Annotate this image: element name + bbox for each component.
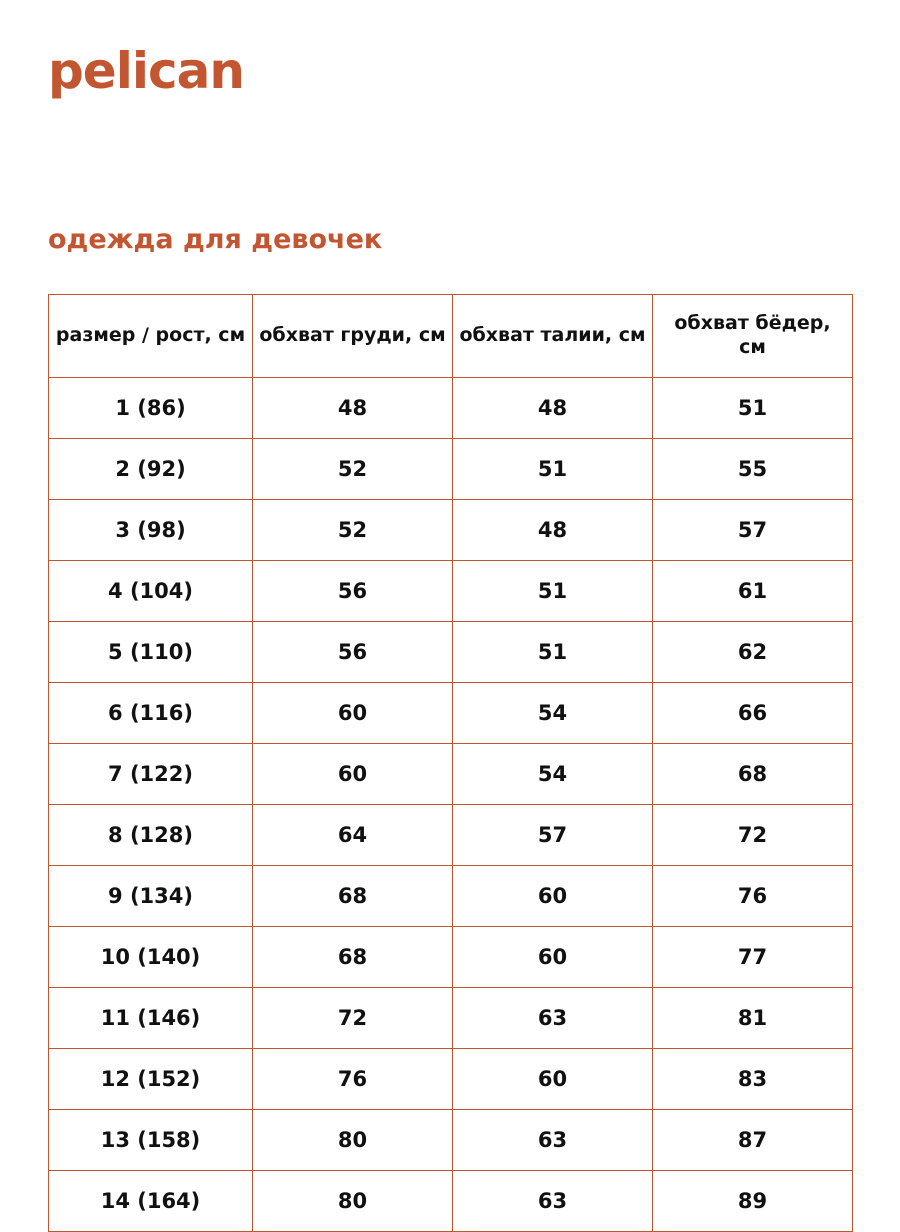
cell-chest: 80 (253, 1110, 453, 1171)
cell-hips: 87 (653, 1110, 853, 1171)
cell-chest: 48 (253, 378, 453, 439)
cell-chest: 76 (253, 1049, 453, 1110)
table-row (49, 744, 853, 805)
cell-size: 1 (86) (49, 378, 253, 439)
cell-size: 11 (146) (49, 988, 253, 1049)
size-table (48, 294, 853, 1232)
cell-hips: 51 (653, 378, 853, 439)
cell-hips: 89 (653, 1171, 853, 1232)
table-row (49, 378, 853, 439)
table-row (49, 1110, 853, 1171)
table-row (49, 866, 853, 927)
cell-chest: 56 (253, 622, 453, 683)
table-row (49, 805, 853, 866)
cell-size: 6 (116) (49, 683, 253, 744)
table-row (49, 1171, 853, 1232)
cell-hips: 68 (653, 744, 853, 805)
cell-chest: 52 (253, 439, 453, 500)
page-title: одежда для девочек (48, 224, 383, 255)
cell-size: 12 (152) (49, 1049, 253, 1110)
cell-waist: 51 (453, 439, 653, 500)
table-header-row (49, 295, 853, 378)
table-row (49, 1049, 853, 1110)
cell-waist: 51 (453, 561, 653, 622)
cell-chest: 68 (253, 927, 453, 988)
column-header-hips: обхват бёдер, см (653, 295, 853, 378)
cell-chest: 64 (253, 805, 453, 866)
cell-size: 8 (128) (49, 805, 253, 866)
cell-chest: 68 (253, 866, 453, 927)
column-header-chest: обхват груди, см (253, 295, 453, 378)
cell-waist: 54 (453, 683, 653, 744)
cell-size: 13 (158) (49, 1110, 253, 1171)
cell-chest: 52 (253, 500, 453, 561)
cell-hips: 57 (653, 500, 853, 561)
cell-chest: 72 (253, 988, 453, 1049)
table-row (49, 683, 853, 744)
cell-size: 2 (92) (49, 439, 253, 500)
cell-size: 4 (104) (49, 561, 253, 622)
cell-waist: 63 (453, 988, 653, 1049)
cell-hips: 77 (653, 927, 853, 988)
table-row (49, 988, 853, 1049)
cell-waist: 57 (453, 805, 653, 866)
cell-size: 7 (122) (49, 744, 253, 805)
cell-hips: 55 (653, 439, 853, 500)
cell-chest: 56 (253, 561, 453, 622)
cell-waist: 60 (453, 866, 653, 927)
brand-logo: pelican (48, 42, 244, 100)
cell-chest: 60 (253, 683, 453, 744)
cell-waist: 48 (453, 378, 653, 439)
cell-waist: 60 (453, 1049, 653, 1110)
cell-hips: 76 (653, 866, 853, 927)
column-header-waist: обхват талии, см (453, 295, 653, 378)
column-header-size: размер / рост, см (49, 295, 253, 378)
table-row (49, 439, 853, 500)
table-row (49, 500, 853, 561)
table-row (49, 622, 853, 683)
cell-waist: 63 (453, 1171, 653, 1232)
table-row (49, 561, 853, 622)
cell-chest: 60 (253, 744, 453, 805)
cell-hips: 72 (653, 805, 853, 866)
cell-hips: 81 (653, 988, 853, 1049)
cell-size: 14 (164) (49, 1171, 253, 1232)
table-row (49, 927, 853, 988)
cell-chest: 80 (253, 1171, 453, 1232)
cell-hips: 83 (653, 1049, 853, 1110)
cell-waist: 51 (453, 622, 653, 683)
table-body (49, 378, 853, 1232)
cell-size: 10 (140) (49, 927, 253, 988)
cell-hips: 61 (653, 561, 853, 622)
cell-size: 3 (98) (49, 500, 253, 561)
cell-waist: 48 (453, 500, 653, 561)
cell-waist: 60 (453, 927, 653, 988)
table-header (49, 295, 853, 378)
cell-hips: 62 (653, 622, 853, 683)
cell-hips: 66 (653, 683, 853, 744)
cell-waist: 54 (453, 744, 653, 805)
cell-size: 5 (110) (49, 622, 253, 683)
cell-waist: 63 (453, 1110, 653, 1171)
cell-size: 9 (134) (49, 866, 253, 927)
